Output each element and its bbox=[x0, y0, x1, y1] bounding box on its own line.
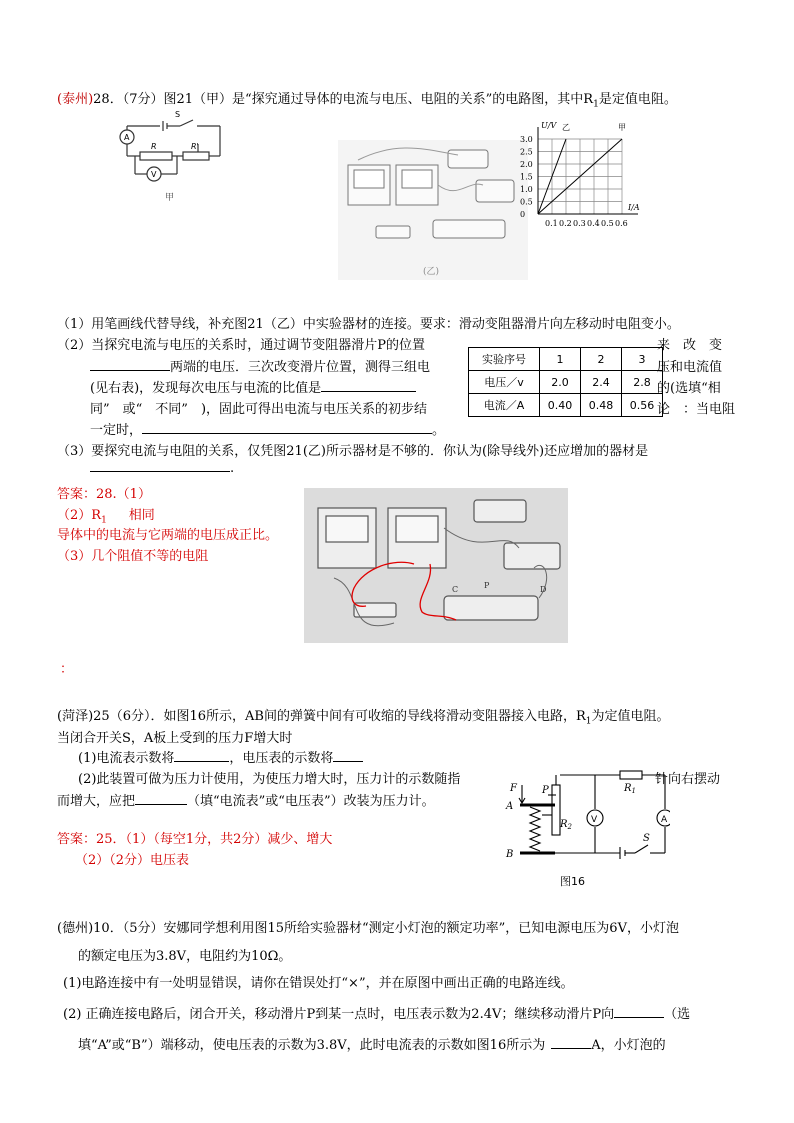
y-tick-label: 0 bbox=[520, 210, 526, 219]
q2-line5: 而增大，应把 （填“电流表”或“电压表”）改装为压力计。 bbox=[57, 794, 435, 809]
x-tick-label: 0.5 bbox=[601, 219, 614, 228]
q1-answer-2: $(2)R_1$ 相同 bbox=[57, 508, 155, 526]
x-axis-label: I/A bbox=[628, 203, 640, 212]
q2-line4: (2)此装置可做为压力计使用，为使压力增大时，压力计的示数随指 bbox=[78, 772, 461, 787]
answer-blank[interactable] bbox=[333, 761, 363, 762]
x-tick-label: 0.6 bbox=[615, 219, 628, 228]
q1-part2-c: (见右表)，发现每次电压与电流的比值是 bbox=[90, 377, 416, 396]
voltmeter-symbol: V bbox=[591, 815, 598, 825]
u-i-graph bbox=[518, 118, 648, 230]
q3-line4: (2) 正确连接电路后，闭合开关，移动滑片P到某一点时，电压表示数为2.4V；继续移动滑片P向 （选 bbox=[63, 1007, 691, 1022]
q2-line2: 当闭合开关S，A板上受到的压力F增大时 bbox=[57, 731, 293, 746]
table-row: 电压／v 2.0 2.4 2.8 bbox=[469, 371, 663, 394]
q3-line3: (1)电路连接中有一处明显错误，请你在错误处打“×”，并在原图中画出正确的电路连线。 bbox=[63, 976, 574, 991]
y-tick-label: 2.0 bbox=[520, 160, 533, 169]
y-tick-label: 0.5 bbox=[520, 197, 533, 207]
x-tick-label: 0.3 bbox=[573, 219, 586, 228]
answer-blank[interactable] bbox=[551, 1048, 591, 1049]
svg-text:R1: $R_1$ bbox=[624, 783, 636, 795]
q1-part3-blank-line: . bbox=[90, 461, 234, 476]
stray-colon: ： bbox=[60, 662, 74, 677]
fig-jia-caption: 甲 bbox=[165, 193, 175, 203]
answer-blank[interactable] bbox=[174, 761, 229, 762]
voltmeter-symbol: V bbox=[151, 170, 157, 179]
resistor-label: R bbox=[151, 142, 157, 151]
q3-line2: 的额定电压为3.8V，电阻约为10Ω。 bbox=[78, 949, 292, 964]
switch-label: S bbox=[175, 110, 181, 119]
svg-text:P: P bbox=[484, 581, 490, 590]
y-axis-label: U/V bbox=[541, 121, 557, 130]
answer-apparatus-photo bbox=[304, 488, 568, 643]
svg-text:A: A bbox=[506, 801, 514, 812]
q1-part2-a: （2）当探究电流与电压的关系时，通过调节变阻器滑片P的位置 bbox=[57, 338, 426, 353]
y-tick-label: 3.0 bbox=[520, 135, 533, 144]
svg-text:B: B bbox=[506, 849, 514, 860]
y-tick-label: 2.5 bbox=[520, 147, 533, 157]
svg-text:C: C bbox=[452, 585, 459, 594]
q1-part1: （1）用笔画线代替导线，补充图21（乙）中实验器材的连接。要求：滑动变阻器滑片向左移动时电阻变小。 bbox=[57, 317, 680, 332]
data-table bbox=[468, 347, 663, 417]
apparatus-photo-yi bbox=[338, 140, 528, 280]
y-tick-label: 1.0 bbox=[520, 185, 533, 194]
table-header-row: 实验序号 1 2 3 bbox=[469, 348, 663, 371]
answer-blank[interactable] bbox=[321, 391, 416, 392]
ammeter-symbol: A bbox=[124, 133, 130, 142]
q2-answer-1: 答案：25．（1）（每空1分，共2分）减少、增大 bbox=[57, 832, 333, 847]
answer-blank[interactable] bbox=[90, 471, 230, 472]
x-tick-label: 0.2 bbox=[559, 219, 572, 228]
answer-blank[interactable] bbox=[135, 804, 187, 805]
q1-source: (泰州) bbox=[57, 92, 94, 107]
answer-blank[interactable] bbox=[142, 433, 432, 434]
q1-part2-d-right: 论 ：当电阻 bbox=[657, 402, 736, 417]
q1-part2-c-right: 的(选填“相 bbox=[657, 381, 721, 396]
q1-part2-e: 一定时， 。 bbox=[90, 423, 446, 438]
answer-blank[interactable] bbox=[90, 370, 170, 371]
x-tick-label: 0.1 bbox=[545, 219, 558, 228]
table-row: 电流／A 0.40 0.48 0.56 bbox=[469, 394, 663, 417]
q1-answer-1: 答案：28.（1） bbox=[57, 487, 151, 502]
x-tick-label: 0.4 bbox=[587, 219, 600, 228]
q1-part2-a-right: 来 改 变 bbox=[657, 338, 723, 353]
y-tick-label: 1.5 bbox=[520, 172, 533, 182]
fig16-caption: 图16 bbox=[560, 875, 585, 888]
q1-part2-b: 两端的电压．三次改变滑片位置，测得三组电 bbox=[90, 356, 430, 375]
svg-text:F: F bbox=[510, 783, 517, 794]
answer-blank[interactable] bbox=[614, 1017, 664, 1018]
q1-part3: （3）要探究电流与电阻的关系，仅凭图21(乙)所示器材是不够的．你认为(除导线外)还应增加的器材是 bbox=[57, 444, 649, 459]
q1-answer-3: 导体中的电流与它两端的电压成正比。 bbox=[57, 528, 279, 543]
q2-line3: (1)电流表示数将 ，电压表的示数将 bbox=[78, 747, 363, 766]
line-label: 甲 bbox=[618, 123, 626, 132]
q3-line5: 填“A”或“B”）端移动，使电压表的示数为3.8V，此时电流表的示数如图16所示为 A，小灯泡的 bbox=[78, 1038, 666, 1053]
svg-text:D: D bbox=[540, 585, 547, 594]
q3-line1: (德州)10．（5分）安娜同学想利用图15所给实验器材“测定小灯泡的额定功率”，已知电源电压为6V，小灯泡 bbox=[57, 921, 679, 936]
q1-part2-d: 同” 或“ 不同” )，固此可得出电流与电压关系的初步结 bbox=[90, 402, 428, 417]
line-label: 乙 bbox=[562, 123, 570, 132]
ammeter-symbol: A bbox=[661, 815, 668, 825]
svg-text:R2: $R_2$ bbox=[560, 819, 572, 831]
q2-line1: (菏泽)25（6分）．如图16所示，AB间的弹簧中间有可收缩的导线将滑动变阻器接入电路，$R_1$为定值电阻。 bbox=[57, 709, 670, 727]
rheostat-label: R' bbox=[191, 142, 199, 151]
fig-yi-caption: (乙) bbox=[423, 267, 440, 277]
circuit-diagram-jia bbox=[105, 108, 240, 213]
svg-text:S: S bbox=[643, 833, 650, 844]
q1-answer-4: （3）几个阻值不等的电阻 bbox=[57, 549, 209, 564]
svg-text:P: P bbox=[542, 785, 549, 796]
q2-line4-right: 针向右摆动 bbox=[655, 772, 721, 787]
q2-answer-2: （2）（2分）电压表 bbox=[75, 853, 190, 868]
q1-part2-b-right: 压和电流值 bbox=[657, 360, 723, 375]
q1-intro: (泰州)28．（7分）图21（甲）是“探究通过导体的电流与电压、电阻的关系”的电路图，其中$R_1$是定值电阻。 bbox=[57, 92, 677, 110]
figure-16 bbox=[500, 765, 670, 890]
